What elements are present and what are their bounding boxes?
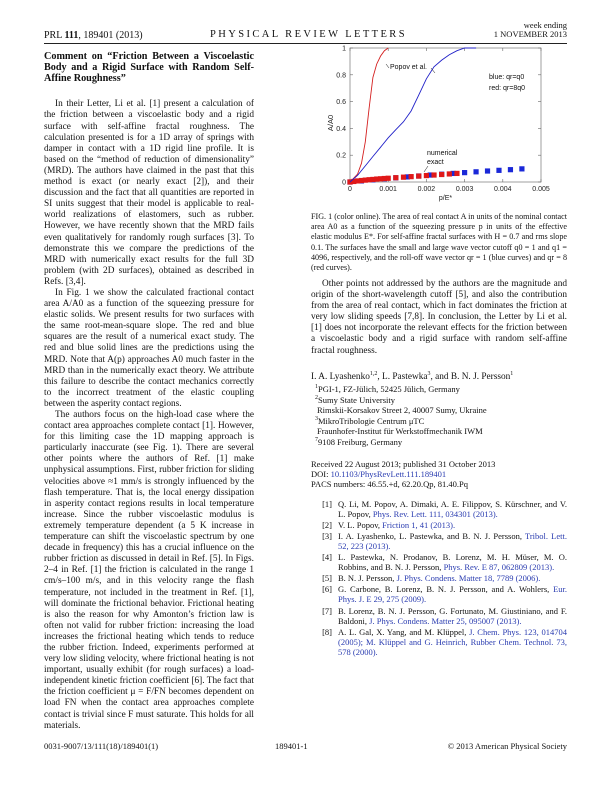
reference-number: [3]	[322, 530, 332, 541]
x-tick-label: 0.001	[379, 186, 397, 193]
article-title: Comment on “Friction Between a Viscoelastic Body and a Rigid Surface with Random Self-Affine Roughness”	[44, 51, 254, 84]
reference-number: [1]	[322, 498, 332, 509]
doi-link[interactable]: 10.1103/PhysRevLett.111.189401	[330, 468, 447, 479]
data-point	[496, 168, 501, 173]
data-point	[508, 167, 513, 172]
reference-text: I. A. Lyashenko, L. Pastewka, and B. N. J. Persson, Tribol. Lett. 52, 223 (2013).	[338, 530, 567, 551]
body-paragraph-2: In Fig. 1 we show the calculated fractional contact area A/A0 as a function of the squeezing pressure for elastic solids. We present results for two surfaces with the same root-mean-square slope. The red and blue squares are the result of a numerical exact study. The red and blue solid lines are the predictions using the MRD. Note that A(p) approaches A0 much faster in the MRD than in the numerically exact theory. We attribute this failure to describe the contact mechanics correctly to the incorrect treatment of the elastic coupling between the asperity contact regions.	[44, 287, 254, 409]
data-point	[416, 174, 421, 179]
y-tick-label: 0	[342, 179, 346, 187]
article-meta	[311, 459, 567, 489]
reference-text: B. Lorenz, B. N. J. Persson, G. Fortunato, M. Giustiniano, and F. Baldoni, J. Phys. Condens. Matter 25, 095007 (2013).	[338, 605, 567, 626]
reference-number: [8]	[322, 626, 332, 637]
pacs-numbers: PACS numbers: 46.55.+d, 62.20.Qp, 81.40.Pq	[311, 478, 469, 489]
reference-number: [4]	[322, 552, 332, 563]
reference-text: Q. Li, M. Popov, A. Dimaki, A. E. Filippov, S. Kürschner, and V. L. Popov, Phys. Rev. Lett. 111, 034301 (2013).	[338, 498, 567, 519]
x-axis-label: p/E*	[438, 195, 453, 202]
reference-item	[311, 584, 567, 604]
reference-link[interactable]: Friction 1, 41 (2013).	[382, 519, 456, 530]
journal-citation: PRL 111, 189401 (2013)	[44, 30, 143, 41]
journal-name: PHYSICAL REVIEW LETTERS	[210, 29, 407, 40]
reference-item	[311, 627, 567, 657]
footer-code: 0031-9007/13/111(18)/189401(1)	[44, 741, 159, 751]
reference-item	[311, 573, 567, 583]
issue-date: week ending 1 NOVEMBER 2013	[493, 20, 567, 39]
y-tick-label: 0.6	[336, 99, 346, 107]
data-point	[386, 176, 391, 181]
reference-text: G. Carbone, B. Lorenz, B. N. J. Persson, and A. Wohlers, Eur. Phys. J. E 29, 275 (2009).	[338, 584, 567, 605]
affiliation-line: $^2$Sumy State University	[315, 395, 395, 405]
data-point	[462, 170, 467, 175]
affiliation-line: Rimskii-Korsakov Street 2, 40007 Sumy, Ukraine	[317, 404, 487, 415]
reference-number: [5]	[322, 573, 332, 584]
data-point	[424, 173, 429, 178]
reference-item	[311, 499, 567, 519]
reference-link[interactable]: Phys. Rev. Lett. 111, 034301 (2013).	[372, 508, 498, 519]
body-paragraph-4: Other points not addressed by the authors are the magnitude and origin of the short-wavelength cutoff [5], and also the contribution from the area of real contact, which in fact dominates the friction at very low sliding speeds [7,8]. In conclusion, the Letter by Li et al. [1] does not incorporate the relevant effects for the friction between a viscoelastic body and a rigid surface with random self-affine fractal roughness.	[311, 279, 567, 356]
x-tick-label: 0	[348, 186, 352, 193]
data-point	[454, 171, 459, 176]
reference-link[interactable]: Eur. Phys. J. E 29, 275 (2009).	[338, 584, 567, 605]
y-tick-label: 0.2	[336, 152, 346, 160]
affiliation-line: Fraunhofer-Institut für Werkstoffmechanik IWM	[317, 425, 483, 436]
reference-text: V. L. Popov, Friction 1, 41 (2013).	[338, 519, 456, 530]
plot-area	[350, 48, 541, 182]
running-header	[44, 20, 567, 44]
reference-text: A. L. Gal, X. Yang, and M. Klüppel, J. Chem. Phys. 123, 014704 (2005); M. Klüppel and G. Heinrich, Rubber Chem. Technol. 73, 578 (2000).	[338, 626, 567, 657]
reference-item	[311, 531, 567, 551]
reference-item	[311, 552, 567, 572]
y-tick-label: 0.8	[336, 72, 346, 80]
reference-text: L. Pastewka, N. Prodanov, B. Lorenz, M. H. Müser, M. O. Robbins, and B. N. J. Persson, Phys. Rev. E 87, 062809 (2013).	[338, 552, 567, 573]
doi-line: DOI: 10.1103/PhysRevLett.111.189401	[311, 468, 447, 479]
data-point	[485, 168, 490, 173]
reference-link[interactable]: J. Phys. Condens. Matter 25, 095007 (2013).	[369, 615, 522, 626]
data-point	[431, 172, 436, 177]
affiliations	[311, 383, 567, 448]
reference-number: [7]	[322, 605, 332, 616]
figure-caption: FIG. 1 (color online). The area of real contact A in units of the nominal contact area A0 as a function of the squeezing pressure p in units of the effective elastic modulus E*. For self-affine fractal surfaces with H = 0.7 and rms slope 0.1. The surfaces have the small and large wave vector cutoff q0 = 1 and q1 = 4096, respectively, and the roll-off wave vector qr = 1 (blue curves) and qr = 8 (red curves).	[311, 212, 567, 273]
reference-item	[311, 520, 567, 530]
y-tick-label: 1	[342, 45, 346, 53]
data-point	[401, 175, 406, 180]
annotation-numerical: numerical	[427, 150, 458, 157]
y-tick-label: 0.4	[336, 125, 346, 133]
legend-red: red: qr=8q0	[489, 85, 525, 92]
x-tick-label: 0.002	[417, 186, 436, 193]
figure-1-chart	[318, 44, 566, 202]
figure-caption-block	[311, 212, 567, 273]
data-point	[519, 166, 524, 171]
data-point	[409, 174, 414, 179]
reference-text: B. N. J. Persson, J. Phys. Condens. Matter 18, 7789 (2006).	[338, 573, 541, 584]
page-number: 189401-1	[275, 741, 308, 751]
reference-link[interactable]: J. Chem. Phys. 123, 014704 (2005); M. Klüppel and G. Heinrich, Rubber Chem. Technol. 73, 578 (2000).	[338, 626, 567, 657]
data-point	[473, 169, 478, 174]
y-axis-label: A/A0	[326, 114, 335, 132]
affiliation-line: $^7$9108 Freiburg, Germany	[315, 437, 403, 448]
reference-link[interactable]: Tribol. Lett. 52, 223 (2013).	[338, 530, 567, 551]
reference-link[interactable]: J. Phys. Condens. Matter 18, 7789 (2006).	[396, 573, 541, 584]
body-paragraph-1: In their Letter, Li et al. [1] present a calculation of the friction between a viscoelastic body and a rigid surface with self-affine fractal roughness. The calculation presented is for a 1D array of springs with damper in contact with a 1D rigid line profile. It is based on the “method of reduction of dimensionality” (MRD). The authors have claimed in the past that this method is exact (or nearly exact [2]), and their discussion and the fact that all quantities are reported in SI units suggest that their model is applicable to real-world realizations of elastomers, such as rubber. However, we have recently shown that the MRD fails even qualitatively for randomly rough surfaces [3]. To demonstrate this we compare the predictions of the MRD with numerically exact results for the full 3D problem (with 2D surfaces), obtained as described in Refs. [3,4].	[44, 99, 254, 287]
body-paragraph-3: The authors focus on the high-load case where the contact area approaches complete contact [1]. However, for this limiting case the 1D mapping approach is particularly inaccurate (see Fig. 1). There are several other points where the authors of Ref. [1] make unphysical assumptions. First, rubber friction for sliding velocities above ≈1 mm/s is strongly influenced by the flash temperature. That is, the local energy dissipation in asperity contact regions results in local temperature increase. Since the rubber viscoelastic modulus is extremely temperature dependent (a 5 K increase in temperature can shift the viscoelastic spectrum by one decade in frequency) this has a crucial influence on the rubber friction as discussed in detail in Ref. [5]. In Figs. 2–4 in Ref. [1] the friction is calculated in the range 1 cm/s–100 m/s, and in this velocity range the flash temperature, not included in the treatment in Ref. [1], will dominate the frictional behavior. Frictional heating is also the reason for why Amonton’s friction law is often not valid for rubber friction: increasing the load increases the frictional heating which tends to reduce the rubber friction. Indeed, experiments performed at very low sliding velocity, where frictional heating is not important, usually exhibit (for rough surfaces) a load-independent kinetic friction coefficient [6]. The fact that the friction coefficient μ = F/FN becomes dependent on load FN when the contact area approaches complete contact is trivial since F must saturate. This holds for all materials.	[44, 410, 254, 731]
reference-list	[311, 499, 567, 657]
copyright: © 2013 American Physical Society	[447, 741, 567, 751]
x-tick-label: 0.005	[532, 186, 550, 193]
x-tick-label: 0.004	[494, 186, 512, 193]
data-point	[447, 171, 452, 176]
reference-number: [2]	[322, 519, 332, 530]
reference-number: [6]	[322, 584, 332, 595]
affiliation-line: $^1$PGI-1, FZ-Jülich, 52425 Jülich, Germany	[315, 383, 460, 394]
affiliation-line: $^3$MikroTribologie Centrum μTC	[315, 416, 425, 427]
reference-item	[311, 606, 567, 626]
legend-blue: blue: qr=q0	[489, 74, 525, 81]
data-point	[439, 172, 444, 177]
reference-link[interactable]: Phys. Rev. E 87, 062809 (2013).	[443, 562, 555, 573]
right-column	[311, 279, 567, 658]
author-list: I. A. Lyashenko$^{1,2}$, L. Pastewka$^3$, and B. N. J. Persson$^1$	[311, 370, 514, 382]
x-tick-label: 0.003	[455, 186, 474, 193]
received-date: Received 22 August 2013; published 31 October 2013	[311, 458, 496, 469]
left-column	[44, 52, 254, 732]
annotation-exact: exact	[427, 159, 444, 166]
data-point	[393, 175, 398, 180]
annotation-popov: Popov et al.	[390, 64, 427, 71]
